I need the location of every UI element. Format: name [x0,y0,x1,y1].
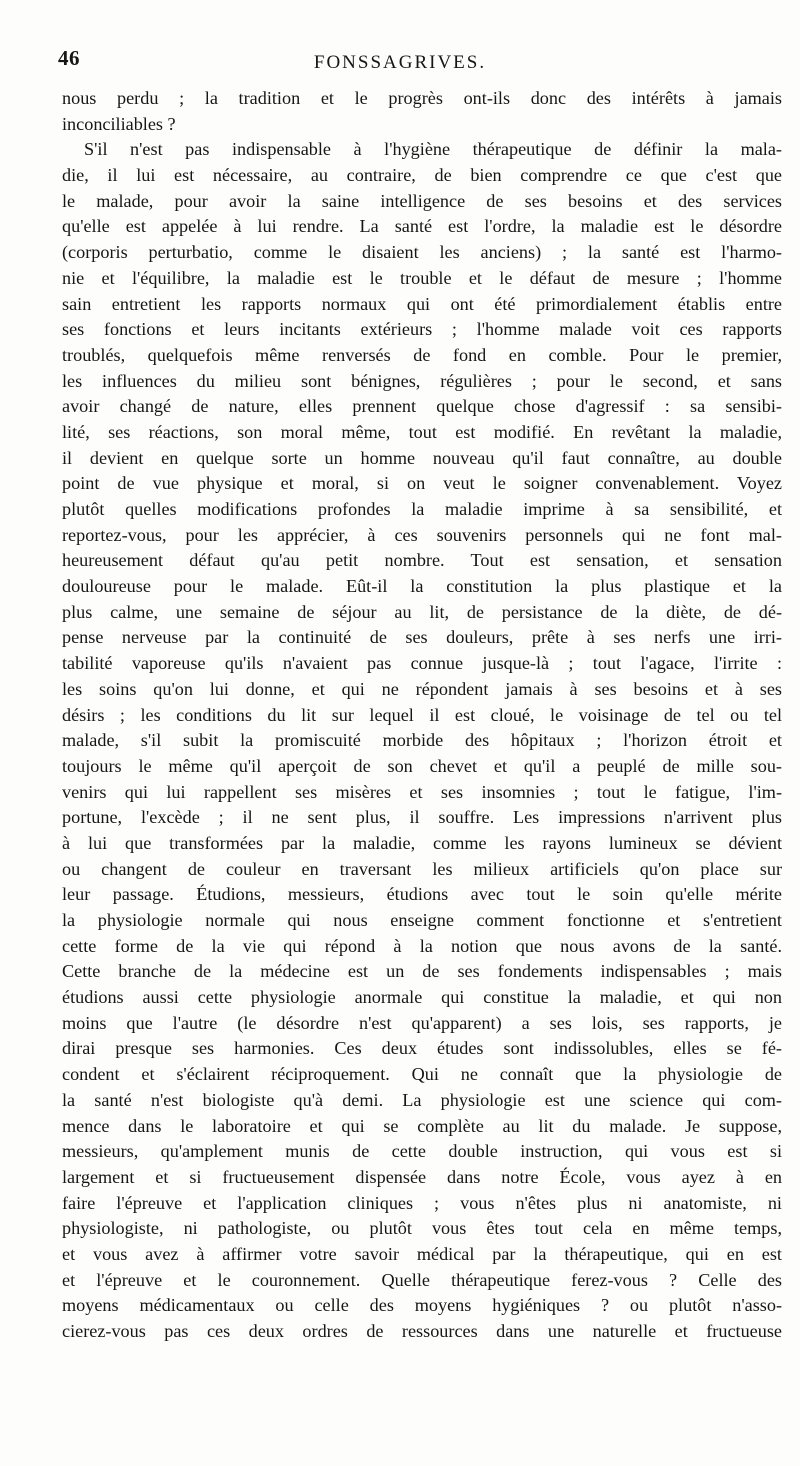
text-line: douloureuse pour le malade. Eût-il la constitution la plus plastique et la [62,576,782,597]
text-line: dirai presque ses harmonies. Ces deux études sont indissolubles, elles se fé- [62,1038,782,1059]
text-line: physiologiste, ni pathologiste, ou plutôt vous êtes tout cela en même temps, [62,1218,782,1239]
text-line: sain entretient les rapports normaux qui ont été primordialement établis entre [62,293,782,314]
text-line: Cette branche de la médecine est un de ses fondements indispensables ; mais [62,961,782,982]
body-text [62,86,782,1345]
text-line: il devient en quelque sorte un homme nouveau qu'il faut connaître, au double [62,447,782,468]
text-line: les soins qu'on lui donne, et qui ne répondent jamais à ses besoins et à ses [62,678,782,699]
text-line: reportez-vous, pour les apprécier, à ces souvenirs personnels qui ne font mal- [62,524,782,545]
text-line: troublés, quelquefois même renversés de fond en comble. Pour le premier, [62,344,782,365]
text-line: et l'épreuve et le couronnement. Quelle thérapeutique ferez-vous ? Celle des [62,1269,782,1290]
text-line: heureusement défaut qu'au petit nombre. Tout est sensation, et sensation [62,550,782,571]
text-line: la physiologie normale qui nous enseigne comment fonctionne et s'entretient [62,910,782,930]
text-line: toujours le même qu'il aperçoit de son chevet et qu'il a peuplé de mille sou- [62,755,782,776]
text-line: plutôt quelles modifications profondes la maladie imprime à sa sensibilité, et [62,499,782,519]
text-line: ou changent de couleur en traversant les milieux artificiels qu'on place sur [62,858,782,879]
text-line: inconciliables ? [62,113,176,134]
text-line: plus calme, une semaine de séjour au lit, de persistance de la diète, de dé- [62,601,782,622]
text-line: le malade, pour avoir la saine intelligence de ses besoins et des services [62,190,782,211]
text-line: avoir changé de nature, elles prennent quelque chose d'agressif : sa sensibi- [62,396,782,417]
text-line: (corporis perturbatio, comme le disaient les anciens) ; la santé est l'harmo- [62,242,782,263]
text-line: mence dans le laboratoire et qui se complète au lit du malade. Je suppose, [62,1115,782,1136]
running-title: FONSSAGRIVES. [313,52,487,73]
text-line: leur passage. Étudions, messieurs, étudions avec tout le soin qu'elle mérite [62,884,782,905]
text-line: nous perdu ; la tradition et le progrès ont-ils donc des intérêts à jamais [62,88,782,108]
text-line: les influences du milieu sont bénignes, régulières ; pour le second, et sans [62,370,782,391]
text-line: S'il n'est pas indispensable à l'hygiène thérapeutique de définir la mala- [84,139,782,160]
text-line: ses fonctions et leurs incitants extérieurs ; l'homme malade voit ces rapports [62,319,782,340]
text-line: lité, ses réactions, son moral même, tout est modifié. En revêtant la maladie, [62,421,782,442]
text-line: messieurs, qu'amplement munis de cette double instruction, qui vous est si [62,1141,782,1162]
text-line: tabilité vaporeuse qu'ils n'avaient pas connue jusque-là ; tout l'agace, l'irrite : [62,653,782,674]
text-line: qu'elle est appelée à lui rendre. La santé est l'ordre, la maladie est le désordre [62,216,782,237]
text-line: moins que l'autre (le désordre n'est qu'apparent) a ses lois, ses rapports, je [62,1012,782,1033]
text-line: point de vue physique et moral, si on veut le soigner convenablement. Voyez [62,473,782,494]
text-line: la santé n'est biologiste qu'à demi. La physiologie est une science qui com- [62,1089,782,1110]
text-line: désirs ; les conditions du lit sur lequel il est cloué, le voisinage de tel ou tel [62,704,782,725]
text-line: nie et l'équilibre, la maladie est le trouble et le défaut de mesure ; l'homme [62,267,782,288]
text-line: condent et s'éclairent réciproquement. Qui ne connaît que la physiologie de [62,1064,782,1085]
text-line: malade, s'il subit la promiscuité morbide des hôpitaux ; l'horizon étroit et [62,730,782,751]
page-number: 46 [58,46,80,70]
text-line: pense nerveuse par la continuité de ses douleurs, prête à ses nerfs une irri- [62,627,782,648]
text-line: faire l'épreuve et l'application cliniques ; vous n'êtes plus ni anatomiste, ni [62,1192,782,1213]
text-line: largement et si fructueusement dispensée dans notre École, vous ayez à en [62,1166,782,1187]
text-line: cierez-vous pas ces deux ordres de ressources dans une naturelle et fructueuse [62,1321,782,1341]
text-line: die, il lui est nécessaire, au contraire, de bien comprendre ce que c'est que [62,165,782,186]
text-line: venirs qui lui rappellent ses misères et ses insomnies ; tout le fatigue, l'im- [62,781,782,802]
text-line: à lui que transformées par la maladie, comme les rayons lumineux se dévient [62,832,782,853]
text-line: étudions aussi cette physiologie anormale qui constitue la maladie, et qui non [62,987,782,1008]
text-line: et vous avez à affirmer votre savoir médical par la thérapeutique, qui en est [62,1243,782,1264]
text-line: portune, l'excède ; il ne sent plus, il souffre. Les impressions n'arrivent plus [62,807,782,828]
text-line: moyens médicamentaux ou celle des moyens hygiéniques ? ou plutôt n'asso- [62,1295,782,1316]
text-line: cette forme de la vie qui répond à la notion que nous avons de la santé. [62,935,782,956]
